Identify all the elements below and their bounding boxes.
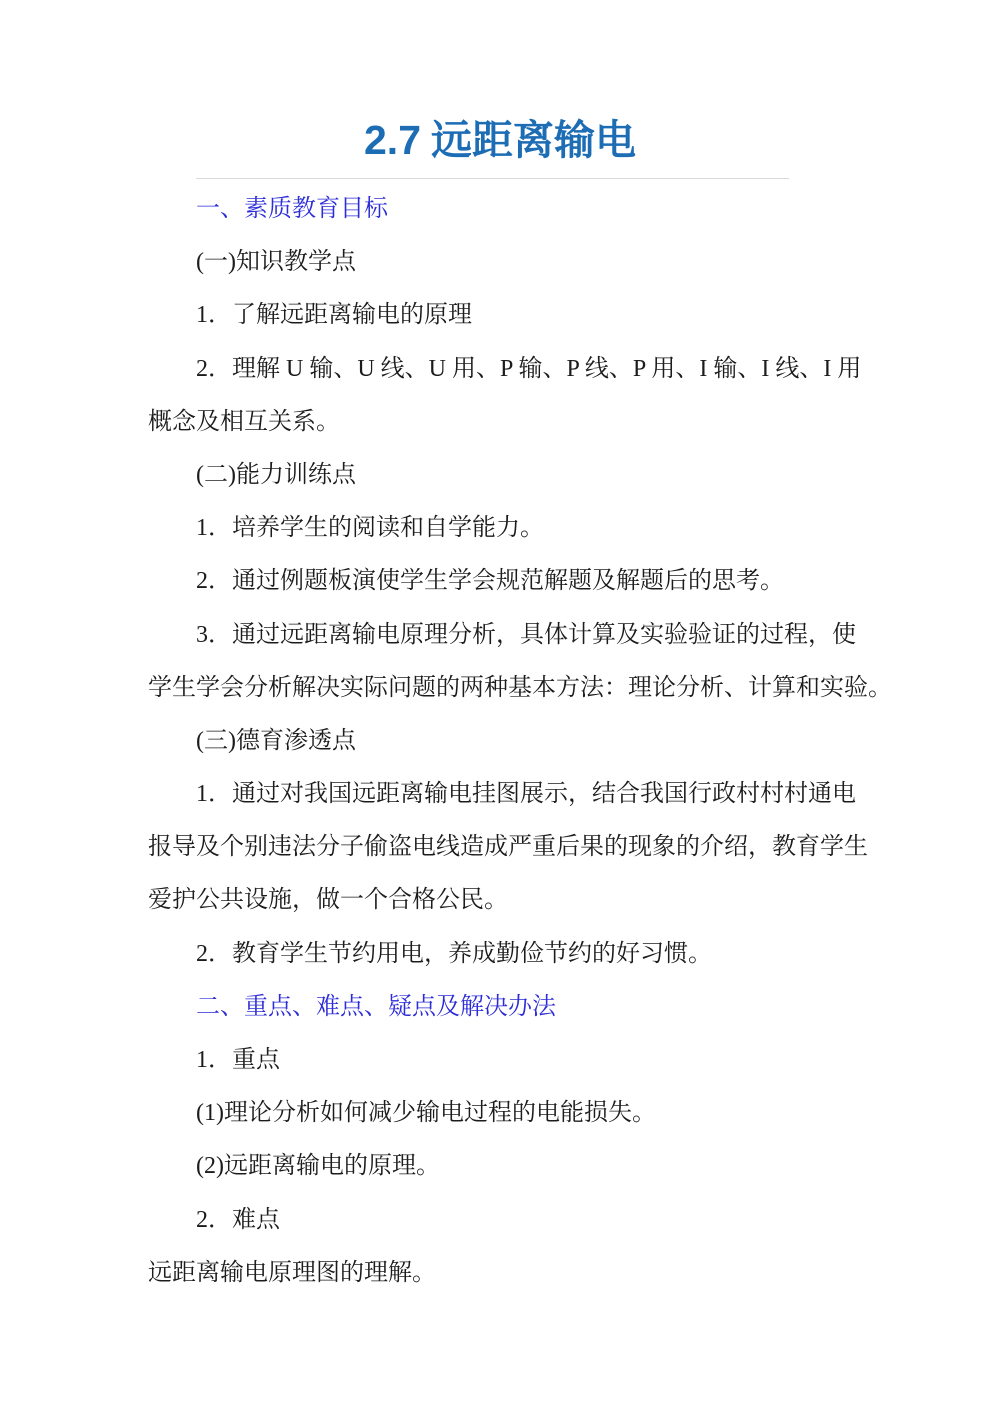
page-title [0,114,1000,166]
section-heading: 二、重点、难点、疑点及解决办法 [196,993,556,1020]
text-line: 1．通过对我国远距离输电挂图展示，结合我国行政村村村通电 [196,781,856,808]
text-line: 2．教育学生节约用电，养成勤俭节约的好习惯。 [196,940,712,967]
text-line: (一)知识教学点 [196,249,356,276]
text-line: (三)德育渗透点 [196,727,356,754]
text-line: 2．理解 U 输、U 线、U 用、P 输、P 线、P 用、I 输、I 线、I 用 [196,355,862,382]
text-line: (2)远距离输电的原理。 [196,1153,440,1180]
text-line: 远距离输电原理图的理解。 [148,1259,436,1286]
text-line: 学生学会分析解决实际问题的两种基本方法：理论分析、计算和实验。 [148,674,892,701]
title-text: 远距离输电 [431,117,636,163]
text-line: 1．培养学生的阅读和自学能力。 [196,515,544,542]
text-line: 1．了解远距离输电的原理 [196,302,472,329]
text-line: 2．难点 [196,1206,280,1233]
text-line: (1)理论分析如何减少输电过程的电能损失。 [196,1100,656,1127]
text-line: (二)能力训练点 [196,461,356,488]
text-line: 3．通过远距离输电原理分析，具体计算及实验验证的过程，使 [196,621,856,648]
document-body [148,183,892,1300]
text-line: 报导及个别违法分子偷盗电线造成严重后果的现象的介绍，教育学生 [148,834,868,861]
text-line: 1．重点 [196,1047,280,1073]
text-line: 爱护公共设施，做一个合格公民。 [148,887,508,914]
text-line: 概念及相互关系。 [148,408,340,435]
section-heading: 一、素质教育目标 [196,196,388,222]
text-line: 2．通过例题板演使学生学会规范解题及解题后的思考。 [196,568,784,595]
title-section-number: 2.7 [364,117,421,163]
title-divider [196,178,789,179]
